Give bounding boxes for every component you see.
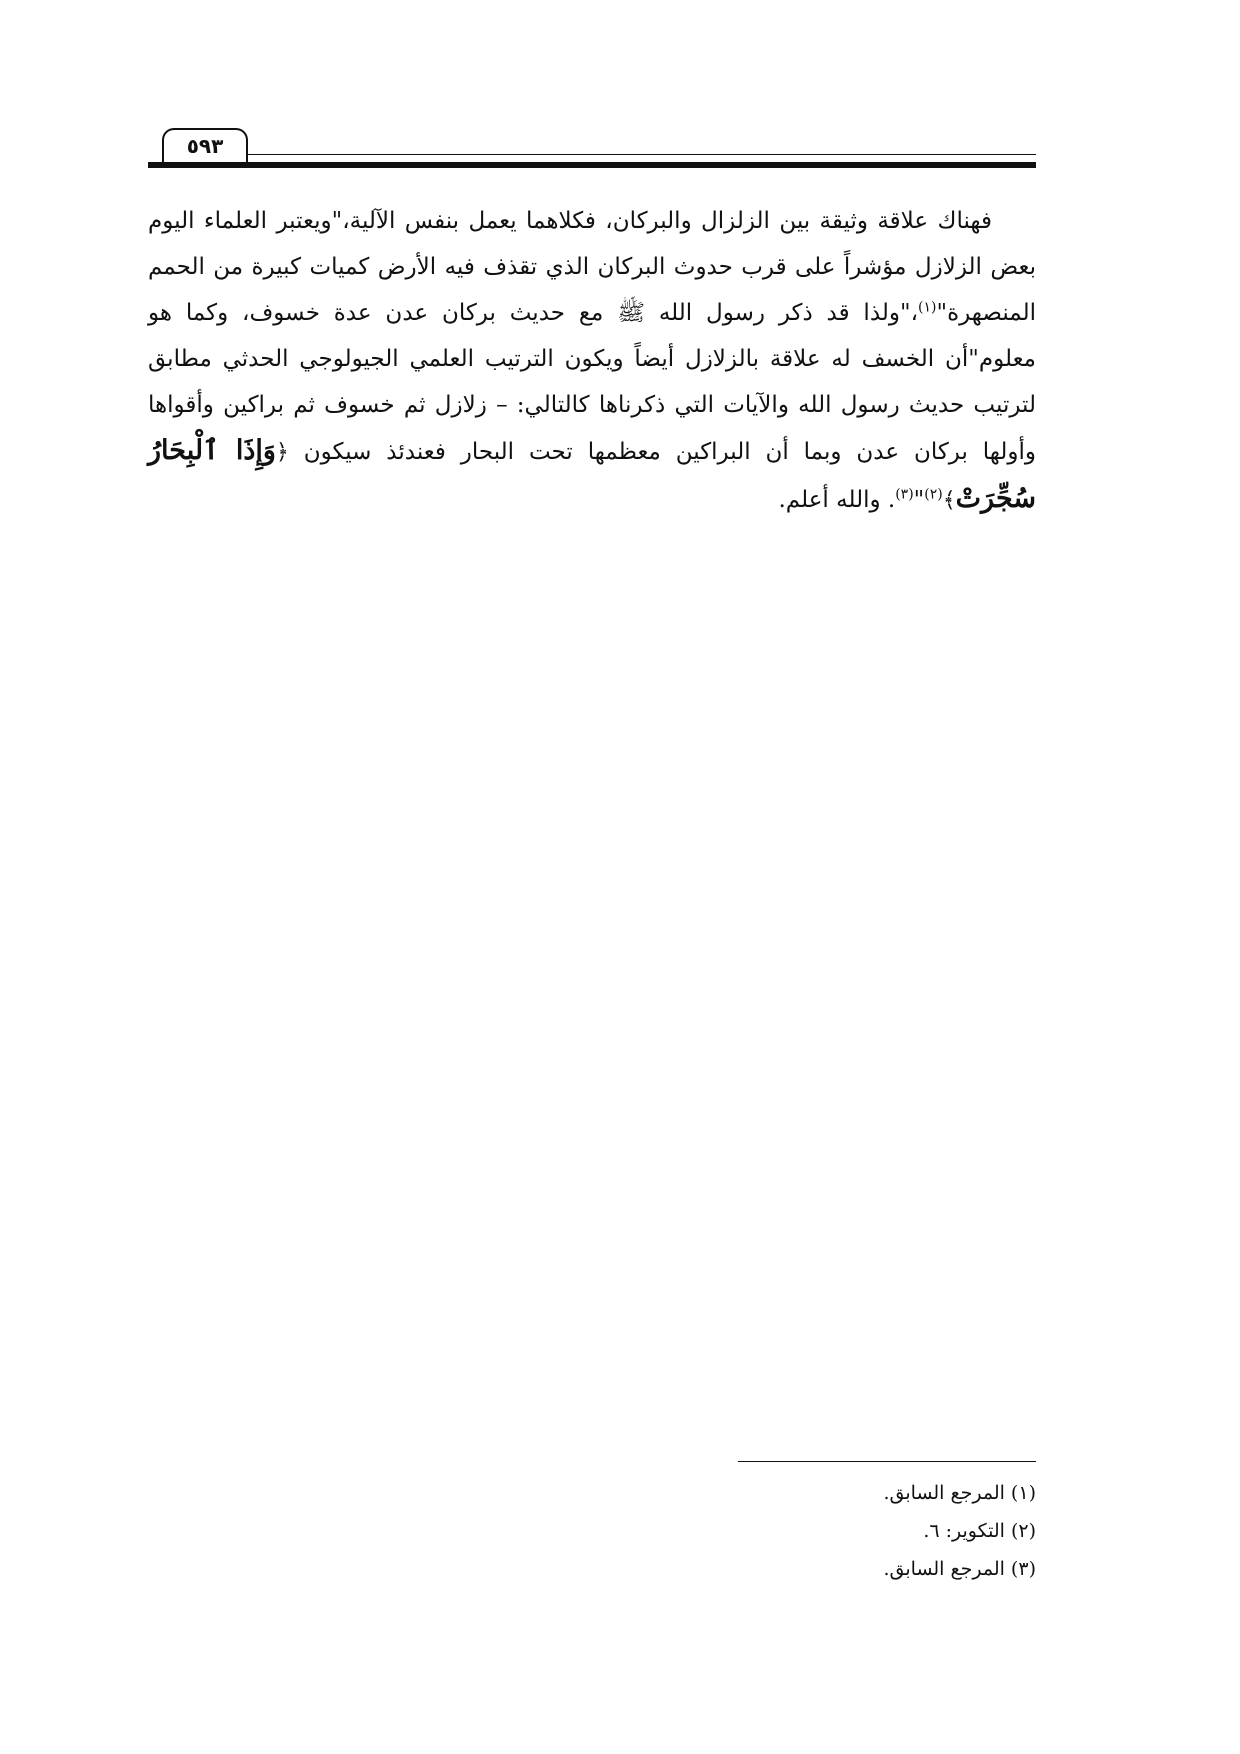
page-header — [148, 128, 1036, 168]
quran-open-bracket: ﴿ — [275, 440, 289, 465]
footnote-ref-1[interactable]: (١) — [918, 299, 937, 316]
footnote-ref-2[interactable]: (٢) — [924, 486, 943, 503]
footnote-1: (١) المرجع السابق. — [883, 1482, 1036, 1504]
main-text — [148, 198, 1036, 524]
text-segment: ،"ولذا قد ذكر رسول الله — [645, 300, 919, 326]
quran-verse: وَإِذَا ٱلْبِحَارُ سُجِّرَتْ — [148, 435, 1036, 514]
paragraph — [148, 198, 1036, 524]
footnote-3: (٣) المرجع السابق. — [883, 1558, 1036, 1580]
salawat-glyph: ﷺ — [617, 300, 646, 326]
footnote-divider — [738, 1461, 1036, 1462]
page-number: ٥٩٣ — [162, 128, 248, 162]
header-thick-rule — [148, 162, 1036, 168]
header-thin-rule — [248, 154, 1036, 155]
footnote-2: (٢) التكوير: ٦. — [923, 1520, 1036, 1542]
quran-close-bracket: ﴾ — [942, 488, 956, 513]
text-segment: " — [913, 487, 925, 513]
footnotes — [738, 1474, 1036, 1588]
text-segment: . والله أعلم. — [778, 487, 896, 513]
text-segment: مع حديث بركان عدن عدة خسوف، وكما هو معلوم"أن الخسف له علاقة بالزلازل أيضاً ويكون الترتيب العلمي الجيولوجي الحدثي مطابق لترتيب حديث رسول الله والآيات التي ذكرناها كالتالي: – زلازل ثم خسوف ثم براكين وأقواها وأولها بركان عدن وبما أن البراكين معظمها تحت البحار فعندئذ سيكون — [148, 300, 1036, 465]
footnote-ref-3[interactable]: (٣) — [895, 486, 914, 503]
text-segment: فهناك علاقة وثيقة بين الزلزال والبركان، فكلاهما يعمل بنفس الآلية،"ويعتبر العلماء اليوم بعض الزلازل مؤشراً على قرب حدوث البركان الذي تقذف فيه الأرض كميات كبيرة من الحمم المنصهرة" — [148, 208, 1036, 326]
